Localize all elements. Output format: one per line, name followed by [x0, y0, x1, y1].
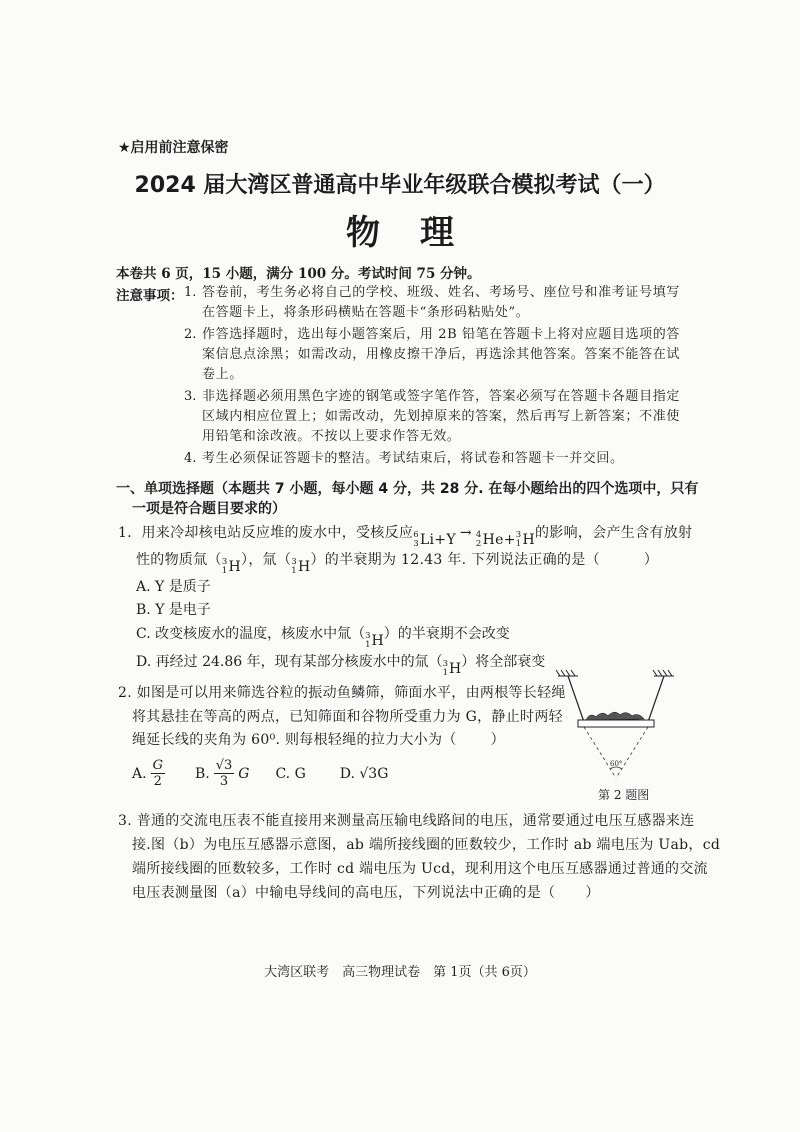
q3-stem: 电压表测量图（a）中输电导线间的高电压，下列说法中正确的是（ [132, 885, 556, 901]
option-text: C. 改变核废水的温度，核废水中氚（ [136, 626, 366, 642]
iso-bot: 1 [291, 566, 297, 576]
tritium [365, 632, 384, 650]
notice-item [184, 449, 680, 469]
he-isotope [476, 531, 516, 549]
frac-denominator: 2 [153, 774, 162, 789]
rope-extension-right [616, 727, 648, 778]
section-heading: 一、单项选择题（本题共 7 小题，每小题 4 分，共 28 分. 在每小题给出的四个选项中，只有 [116, 481, 699, 497]
h-isotope [516, 531, 535, 549]
iso-top: 3 [515, 530, 522, 540]
q2-option-d: D. √3G [339, 765, 389, 782]
reaction-arrow: → [459, 525, 472, 541]
frac-denominator: 3 [219, 774, 229, 789]
rope-extension-left [584, 727, 616, 778]
q2-option-a-fraction [151, 758, 165, 789]
iso-top: 4 [475, 530, 482, 540]
exam-summary: 本卷共 6 页，15 小题，满分 100 分。考试时间 75 分钟。 [116, 266, 481, 282]
frac-numerator: G [152, 758, 163, 773]
iso-bot: 1 [365, 640, 371, 650]
reaction-rhs: He+ [482, 532, 516, 548]
grain-pile [586, 712, 644, 720]
h-symbol: H [449, 661, 462, 677]
q2-stem: ） [490, 732, 505, 748]
q3-stem-line2: 接.图（b）为电压互感器示意图，ab 端所接线圈的匝数较少，工作时 ab 端电压为 Uab，cd [132, 837, 721, 853]
q2-option-a-label: A. [132, 765, 147, 782]
option-text: ）的半衰期不会改变 [383, 626, 510, 642]
notice-item [184, 325, 680, 385]
reaction-lhs: Li+Y [419, 532, 456, 548]
rope-right [648, 676, 664, 722]
notice-list [184, 283, 680, 471]
rope-left [568, 676, 584, 722]
notice-text: 考生必须保证答题卡的整洁。考试结束后，将试卷和答题卡一并交回。 [202, 451, 624, 466]
iso-bot: 1 [221, 566, 228, 576]
exam-title: 2024 届大湾区普通高中毕业年级联合模拟考试（一） [134, 173, 666, 198]
iso-bot: 2 [475, 539, 482, 549]
iso-top: 6 [413, 530, 419, 540]
q2-option-b-fraction [214, 758, 235, 789]
notice-number: 4. [184, 451, 197, 466]
iso-bot: 1 [442, 668, 449, 678]
notice-number: 2. [184, 327, 197, 342]
q2-stem: 绳延长线的夹角为 60⁰. 则每根轻绳的拉力大小为（ [132, 732, 457, 748]
q2-stem-line1: 2. 如图是可以用来筛选谷粒的振动鱼鳞筛，筛面水平，由两根等长轻绳 [118, 685, 566, 701]
q1-stem-line1 [118, 522, 692, 549]
q1-option-b: B. Y 是电子 [136, 602, 211, 618]
notice-label: 注意事项： [116, 288, 184, 304]
q1-stem: 性的物质氚（ [136, 552, 222, 568]
q1-stem: 的影响，会产生含有放射 [535, 525, 693, 541]
q3-stem: ） [585, 885, 600, 901]
notice-text: 答卷前，考生务必将自己的学校、班级、姓名、考场号、座位号和准考证号填写在答题卡上，将条形码横贴在答题卡“条形码粘贴处”。 [202, 285, 680, 320]
option-text: ）将全部衰变 [461, 654, 546, 670]
notice-number: 1. [184, 285, 197, 300]
notice-text: 非选择题必须用黑色字迹的钢笔或签字笔作答，答案必须写在答题卡各题目指定区域内相应位置上；如需改动，先划掉原来的答案，然后再写上新答案；不准使用铅笔和涂改液。不按以上要求作答无效。 [202, 389, 680, 444]
q3-stem-line1: 3. 普通的交流电压表不能直接用来测量高压输电线路间的电压，通常要通过电压互感器来连 [118, 813, 695, 829]
q1-option-a: A. Y 是质子 [136, 579, 211, 595]
q2-option-c: C. G [275, 765, 306, 782]
tritium [222, 558, 241, 576]
q2-option-b-tail: G [238, 765, 250, 782]
frac-numerator: √3 [215, 758, 233, 773]
q2-stem-line3 [132, 729, 505, 749]
iso-top: 3 [291, 557, 297, 567]
notice-text: 作答选择题时，选出每小题答案后，用 2B 铅笔在答题卡上将对应题目选项的答案信息点涂黑；如需改动，用橡皮擦干净后，再选涂其他答案。答案不能答在试卷上。 [202, 327, 680, 382]
q1-option-d [136, 651, 545, 678]
h-symbol: H [297, 559, 311, 575]
h-symbol: H [371, 633, 384, 649]
li-isotope [413, 531, 456, 549]
q1-stem: ） [643, 552, 659, 568]
ceiling-right-icon [653, 670, 674, 676]
notice-item [184, 283, 680, 323]
q1-stem: ），氚（ [241, 552, 292, 568]
sieve-surface [578, 720, 654, 727]
tritium [291, 558, 310, 576]
angle-label: 60° [610, 760, 623, 768]
q2-options [132, 758, 388, 789]
page-footer: 大湾区联考 高三物理试卷 第 1页（共 6页） [264, 965, 536, 980]
figure-caption: 第 2 题图 [598, 788, 650, 802]
q1-option-c [136, 623, 510, 650]
iso-top: 3 [365, 631, 371, 641]
q3-stem-line3: 端所接线圈的匝数较多，工作时 cd 端电压为 Ucd，现利用这个电压互感器通过普通的交流 [132, 861, 708, 877]
iso-top: 3 [221, 557, 228, 567]
iso-bot: 1 [515, 539, 522, 549]
iso-top: 3 [442, 659, 449, 669]
notice-item [184, 387, 680, 447]
tritium [443, 660, 462, 678]
section-heading-cont: 一项是符合题目要求的） [132, 501, 286, 517]
option-text: D. 再经过 24.86 年，现有某部分核废水中的氚（ [136, 654, 443, 670]
notice-number: 3. [184, 389, 197, 404]
q3-stem-line4 [132, 882, 600, 902]
q1-stem-line2 [136, 549, 658, 576]
iso-bot: 3 [413, 539, 419, 549]
q2-option-b-label: B. [194, 765, 210, 782]
ceiling-left-icon [556, 670, 578, 676]
h-symbol: H [228, 559, 242, 575]
confidential-mark: ★启用前注意保密 [118, 140, 229, 156]
q2-stem-line2: 将其悬挂在等高的两点，已知筛面和谷物所受重力为 G，静止时两轻 [132, 709, 563, 725]
subject-title: 物理 [346, 213, 494, 253]
reaction-h: H [522, 532, 535, 548]
q1-stem: ）的半衰期为 12.43 年. 下列说法正确的是（ [310, 552, 600, 568]
q1-stem: 1．用来冷却核电站反应堆的废水中，受核反应 [118, 525, 414, 541]
